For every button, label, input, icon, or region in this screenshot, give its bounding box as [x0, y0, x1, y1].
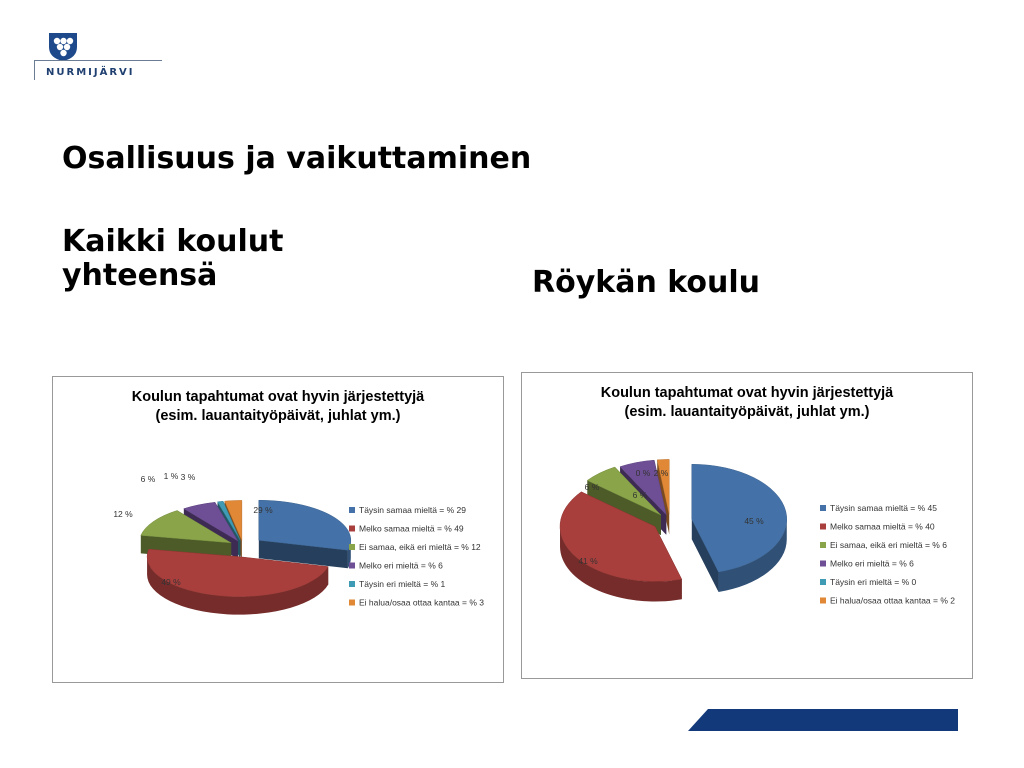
data-label-2: 41 %: [578, 556, 598, 566]
legend-swatch: [820, 524, 826, 530]
pie-slice-1: [692, 464, 787, 592]
logo-divider: [34, 60, 162, 61]
legend-label: Ei samaa, eikä eri mieltä = % 12: [359, 542, 481, 552]
data-label-6: 3 %: [180, 472, 196, 482]
data-label-3: 12 %: [113, 509, 133, 519]
legend-swatch: [820, 542, 826, 548]
data-label-3: 6 %: [584, 482, 600, 492]
legend-swatch: [349, 581, 355, 587]
data-label-4: 6 %: [140, 474, 156, 484]
legend-label: Melko samaa mieltä = % 40: [830, 521, 935, 532]
nurmijarvi-logo: [34, 32, 164, 82]
chart-roykka-school: [521, 372, 973, 679]
chart-title-line: Koulun tapahtumat ovat hyvin järjestettyjä: [131, 389, 425, 405]
legend-label: Täysin samaa mieltä = % 45: [830, 503, 938, 513]
legend-swatch: [349, 600, 355, 606]
legend-label: Ei halua/osaa ottaa kantaa = % 3: [359, 597, 484, 608]
data-label-2: 49 %: [161, 577, 181, 587]
legend-swatch: [820, 579, 826, 585]
legend-swatch: [349, 507, 355, 513]
chart-title-line: (esim. lauantaityöpäivät, juhlat ym.): [624, 404, 870, 420]
coat-of-arms-icon: [48, 32, 78, 62]
legend-label: Melko eri mieltä = % 6: [830, 558, 914, 569]
data-label-5: 0 %: [635, 468, 651, 478]
page-title: Osallisuus ja vaikuttaminen: [62, 141, 532, 176]
data-label-1: 45 %: [744, 516, 764, 526]
logo-divider-vertical: [34, 60, 35, 80]
right-heading: Röykän koulu: [532, 265, 761, 300]
pie-chart-roykka-school: [522, 373, 972, 678]
chart-title-line: Koulun tapahtumat ovat hyvin järjestettyjä: [600, 385, 894, 401]
legend-swatch: [349, 544, 355, 550]
data-label-5: 1 %: [163, 471, 179, 481]
left-heading: Kaikki koulut yhteensä: [62, 224, 284, 293]
legend-label: Melko samaa mieltä = % 49: [359, 523, 464, 534]
legend-label: Täysin eri mieltä = % 1: [359, 579, 446, 589]
data-label-1: 29 %: [253, 505, 273, 515]
legend-label: Täysin samaa mieltä = % 29: [359, 505, 467, 515]
chart-all-schools: [52, 376, 504, 683]
legend-swatch: [820, 505, 826, 511]
logo-text: NURMIJÄRVI: [46, 67, 135, 78]
footer-accent-bar: [688, 709, 958, 731]
legend-swatch: [820, 598, 826, 604]
legend-label: Ei samaa, eikä eri mieltä = % 6: [830, 540, 947, 550]
legend-swatch: [820, 561, 826, 567]
legend-label: Täysin eri mieltä = % 0: [830, 577, 917, 587]
data-label-4: 6 %: [632, 490, 648, 500]
legend-swatch: [349, 563, 355, 569]
chart-title-line: (esim. lauantaityöpäivät, juhlat ym.): [155, 408, 401, 424]
legend-label: Melko eri mieltä = % 6: [359, 560, 443, 571]
legend-label: Ei halua/osaa ottaa kantaa = % 2: [830, 595, 955, 606]
legend-swatch: [349, 526, 355, 532]
pie-chart-all-schools: [53, 377, 503, 682]
data-label-6: 2 %: [653, 468, 669, 478]
